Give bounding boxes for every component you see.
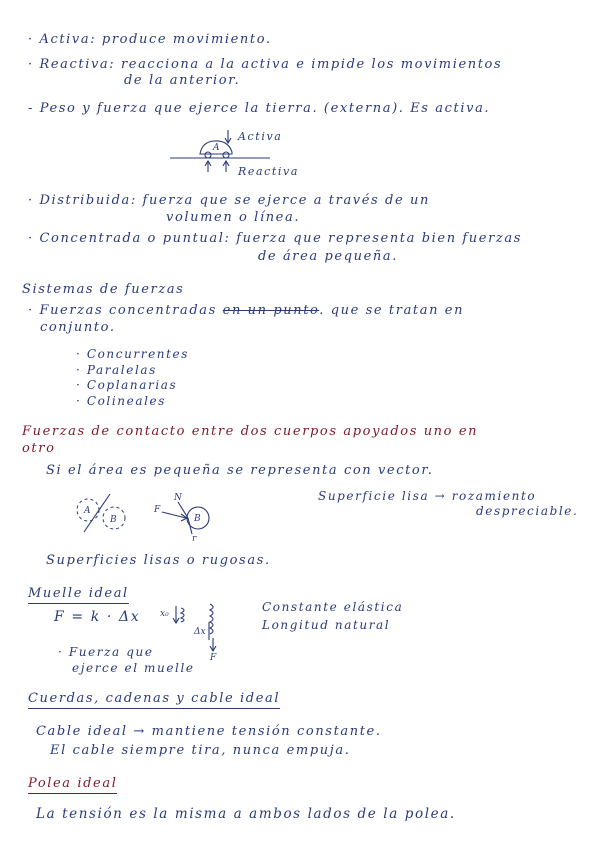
diagram-label-a: A bbox=[84, 506, 91, 516]
sistemas-item: · Paralelas bbox=[76, 363, 157, 377]
note-reactiva-1: · Reactiva: reacciona a la activa e impide los movimientos bbox=[28, 57, 503, 72]
car-wheel bbox=[205, 152, 211, 158]
heading-cuerdas: Cuerdas, cadenas y cable ideal bbox=[28, 691, 280, 709]
sistemas-item: · Coplanarias bbox=[76, 378, 178, 392]
sistemas-line-2: conjunto. bbox=[40, 320, 116, 335]
cuerdas-line-1: Cable ideal → mantiene tensión constante. bbox=[36, 724, 382, 739]
diagram-label-r: r bbox=[192, 534, 197, 544]
spring-label-x0: x₀ bbox=[160, 609, 169, 619]
cuerdas-line-2: El cable siempre tira, nunca empuja. bbox=[50, 743, 351, 758]
diagram-label-f: F bbox=[154, 505, 161, 515]
diagram-label-b2: B bbox=[194, 514, 201, 524]
heading-sistemas: Sistemas de fuerzas bbox=[22, 282, 185, 297]
note-activa: · Activa: produce movimiento. bbox=[28, 32, 272, 47]
polea-line-1: La tensión es la misma a ambos lados de la polea. bbox=[36, 806, 456, 822]
sistemas-item: · Colineales bbox=[76, 394, 166, 408]
diagram-label-n: N bbox=[174, 493, 182, 503]
contact-diagram-forces bbox=[148, 488, 228, 543]
muelle-formula: F = k · Δx bbox=[54, 609, 141, 625]
contacto-superficies: Superficies lisas o rugosas. bbox=[46, 553, 271, 568]
contacto-vector-line: Si el área es pequeña se representa con vector. bbox=[46, 463, 434, 478]
spring-diagram bbox=[160, 600, 230, 663]
car-label-a: A bbox=[213, 143, 220, 153]
spring-coil-long bbox=[210, 604, 213, 634]
muelle-longitud: Longitud natural bbox=[262, 618, 391, 632]
contacto-lisa-2: despreciable. bbox=[476, 504, 579, 518]
force-arrow-r bbox=[188, 518, 192, 534]
muelle-fuerza-1: · Fuerza que bbox=[58, 645, 154, 659]
contacto-lisa-1: Superficie lisa → rozamiento bbox=[318, 489, 537, 503]
note-reactiva-2: de la anterior. bbox=[124, 73, 241, 88]
contact-diagram-dashed bbox=[74, 492, 154, 542]
struck-text: en un punto bbox=[222, 303, 320, 318]
car-label-reactiva: Reactiva bbox=[238, 165, 300, 178]
car-label-activa: Activa bbox=[238, 130, 283, 143]
sistemas-line-1: · Fuerzas concentradas en un punto. que se tratan en bbox=[28, 303, 465, 318]
note-peso: - Peso y fuerza que ejerce la tierra. (externa). Es activa. bbox=[28, 101, 491, 116]
heading-contacto-2: otro bbox=[22, 441, 56, 456]
diagram-label-b: B bbox=[110, 515, 117, 525]
note-concentrada-2: de área pequeña. bbox=[258, 249, 398, 264]
heading-polea: Polea ideal bbox=[28, 776, 117, 794]
heading-contacto-1: Fuerzas de contacto entre dos cuerpos apoyados uno en bbox=[22, 424, 479, 439]
spring-label-f: F bbox=[210, 653, 217, 663]
spring-label-dx: Δx bbox=[194, 627, 206, 637]
muelle-fuerza-2: ejerce el muelle bbox=[72, 661, 195, 675]
sistemas-item: · Concurrentes bbox=[76, 347, 189, 361]
note-concentrada-1: · Concentrada o puntual: fuerza que representa bien fuerzas bbox=[28, 231, 522, 246]
note-distribuida-2: volumen o línea. bbox=[166, 210, 301, 225]
spring-coil-short bbox=[181, 608, 184, 622]
muelle-constante: Constante elástica bbox=[262, 600, 404, 614]
note-distribuida-1: · Distribuida: fuerza que se ejerce a través de un bbox=[28, 193, 430, 208]
car-wheel bbox=[223, 152, 229, 158]
heading-muelle: Muelle ideal bbox=[28, 586, 129, 604]
